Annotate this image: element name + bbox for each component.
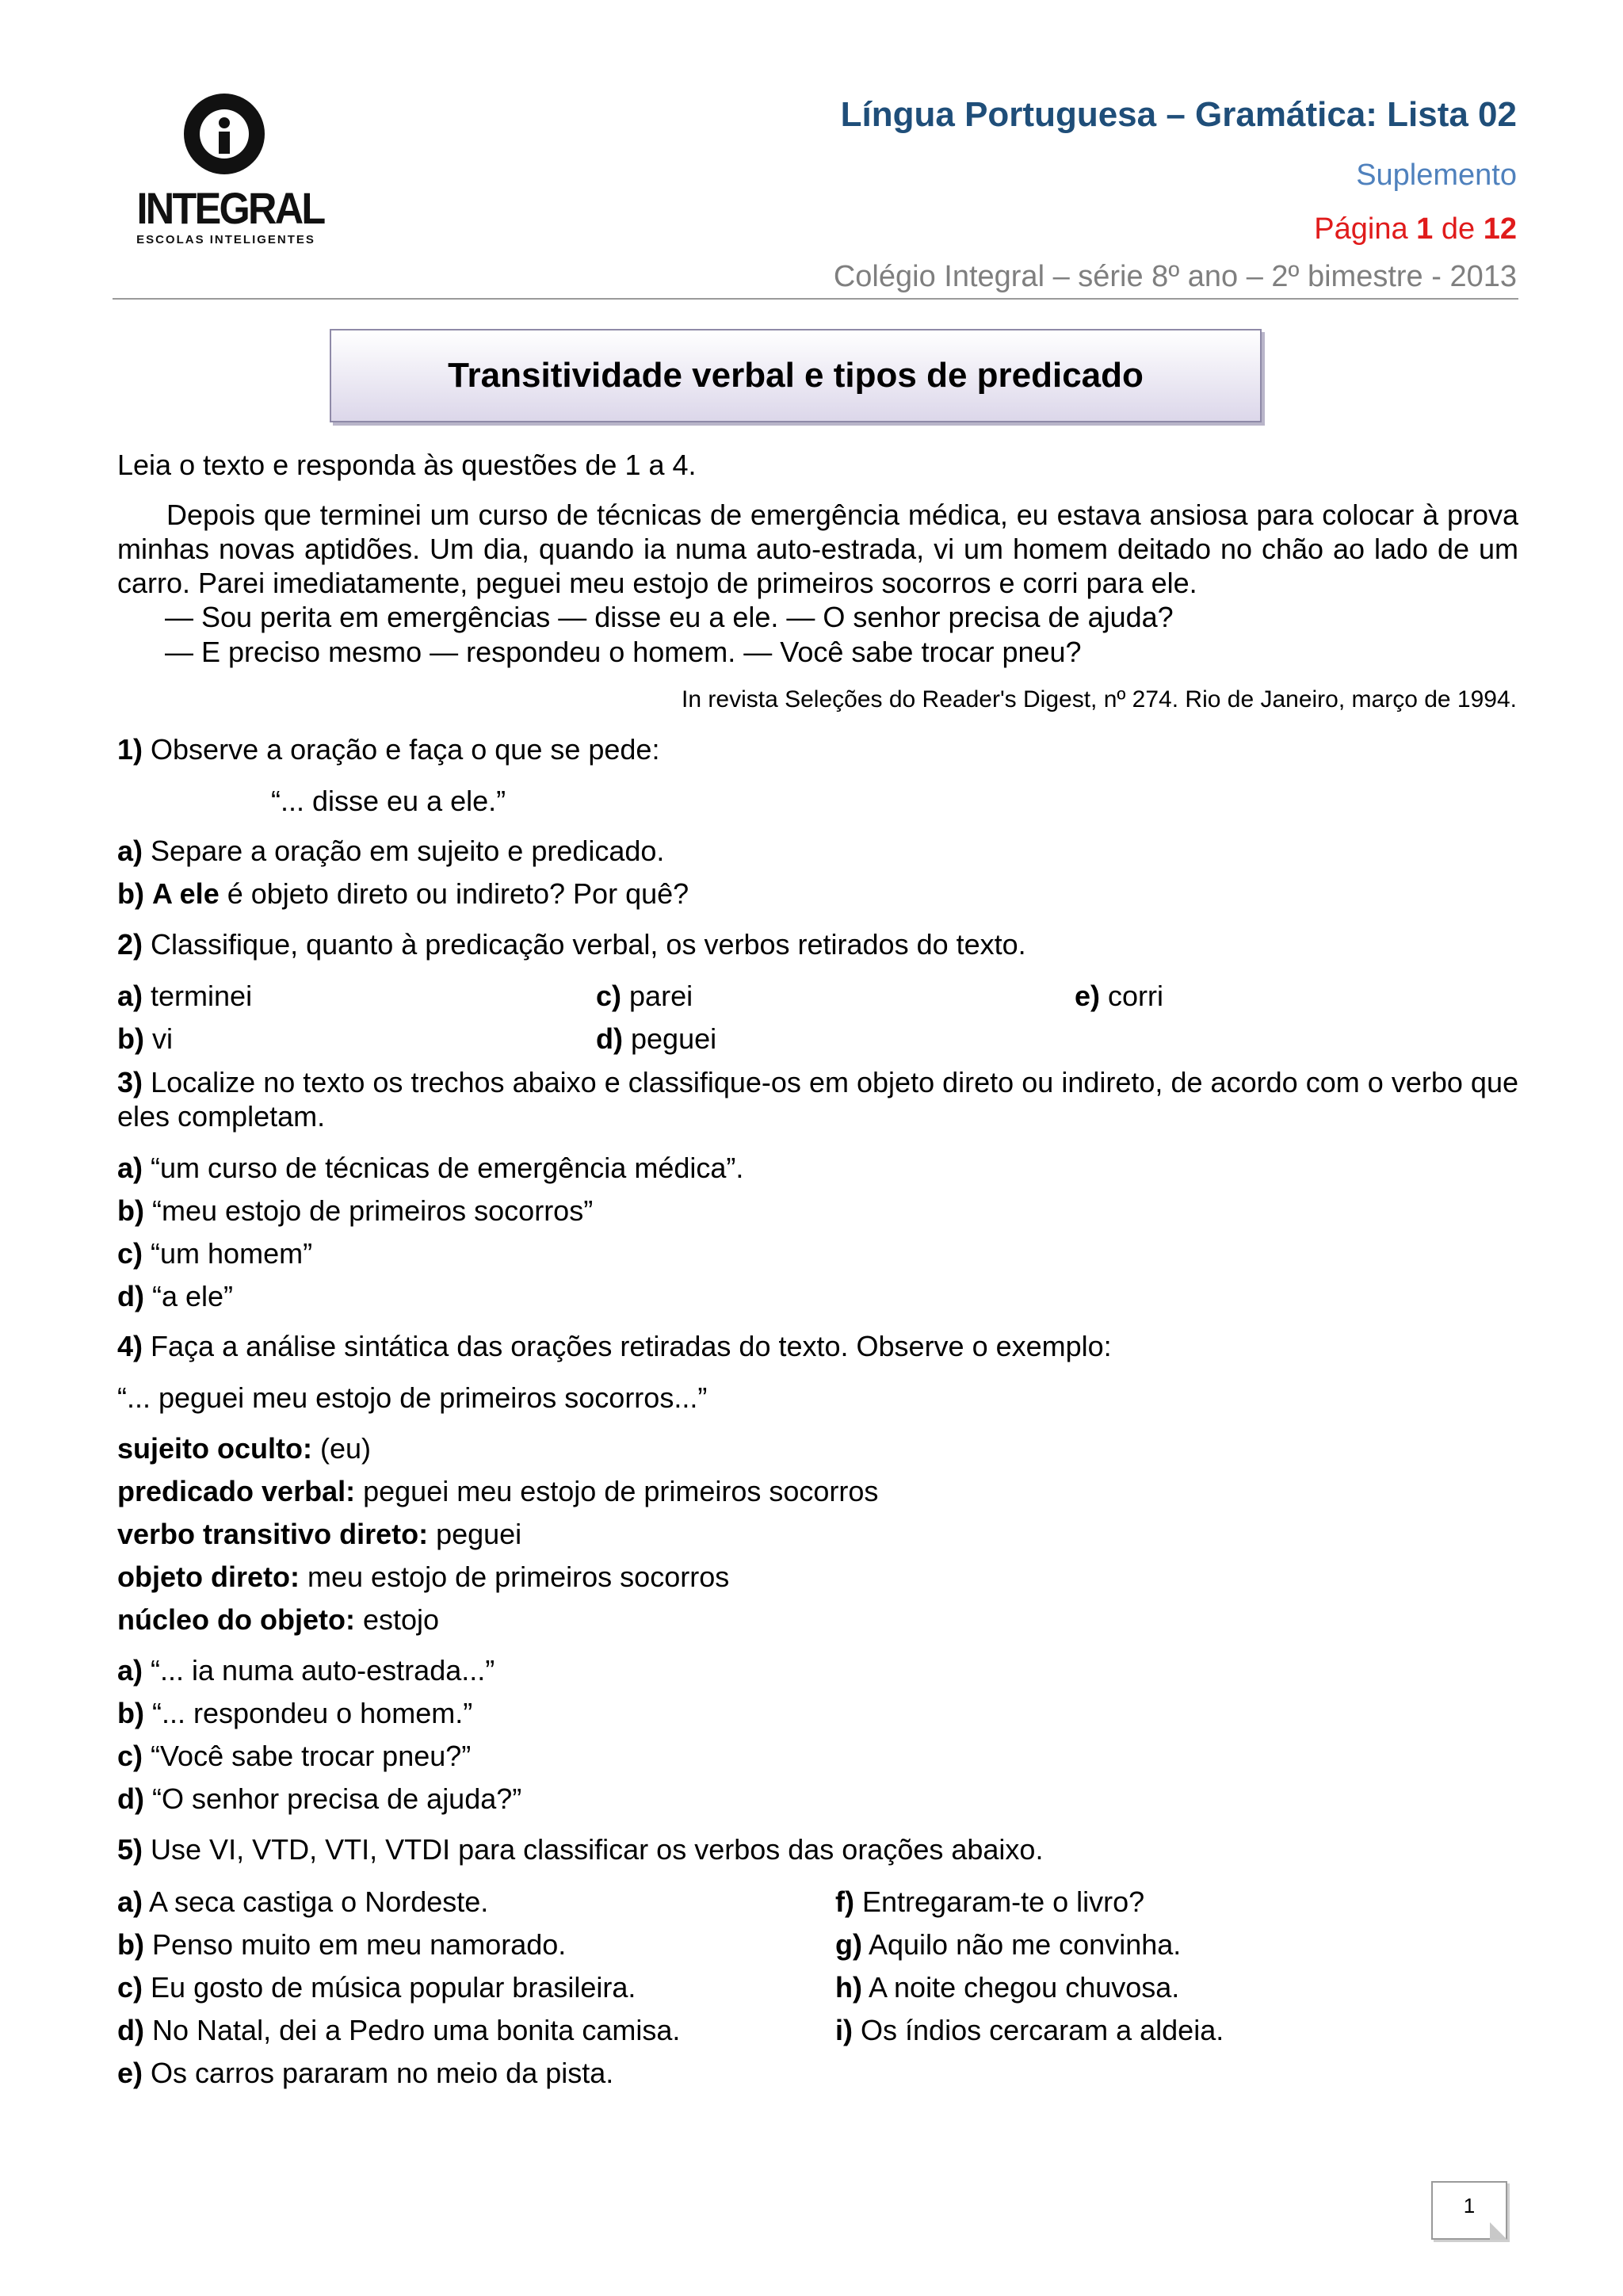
q5-item-b bbox=[117, 1927, 566, 1962]
q1-item-a bbox=[117, 834, 664, 869]
q3-item-d bbox=[117, 1279, 233, 1314]
question-4 bbox=[117, 1329, 1112, 1364]
q2-item-b bbox=[117, 1022, 173, 1056]
item-label: c) bbox=[117, 1740, 143, 1772]
q4-item-b bbox=[117, 1696, 472, 1731]
info-icon bbox=[184, 94, 265, 174]
q5-item-c bbox=[117, 1970, 636, 2005]
page-indicator bbox=[1314, 212, 1517, 246]
question-number: 5) bbox=[117, 1833, 143, 1866]
analysis-value: estojo bbox=[363, 1603, 440, 1636]
item-label: b) bbox=[117, 1022, 144, 1055]
item-text: “meu estojo de primeiros socorros” bbox=[152, 1194, 594, 1227]
q3-item-a bbox=[117, 1151, 743, 1186]
item-text: “... respondeu o homem.” bbox=[152, 1697, 473, 1729]
dialogue-line-2: — E preciso mesmo — respondeu o homem. — Você sabe trocar pneu? bbox=[165, 636, 1082, 668]
item-text: A seca castiga o Nordeste. bbox=[149, 1885, 489, 1918]
document-title-box bbox=[330, 329, 1262, 422]
analysis-term: objeto direto: bbox=[117, 1561, 300, 1593]
analysis-row bbox=[117, 1431, 371, 1466]
q1-item-b bbox=[117, 877, 689, 911]
item-text: Entregaram-te o livro? bbox=[862, 1885, 1145, 1918]
text-paragraph: Depois que terminei um curso de técnicas de emergência médica, eu estava ansiosa para colocar à prova minhas novas aptidões. Um dia, quando ia numa auto-estrada, vi um homem deitado no chão ao lado de um carro. Parei imediatamente, peguei meu estojo de primeiros socorros e corri para ele. bbox=[117, 499, 1518, 599]
page-total: 12 bbox=[1483, 212, 1517, 246]
q2-item-c bbox=[596, 979, 693, 1014]
page-number-box bbox=[1431, 2181, 1507, 2240]
q2-item-d bbox=[596, 1022, 716, 1056]
question-text: Localize no texto os trechos abaixo e classifique-os em objeto direto ou indireto, de acordo com o verbo que eles completam. bbox=[117, 1066, 1518, 1133]
item-text: terminei bbox=[151, 980, 253, 1012]
analysis-row bbox=[117, 1603, 439, 1637]
question-2 bbox=[117, 927, 1026, 962]
q5-item-f bbox=[835, 1885, 1144, 1920]
question-text: Classifique, quanto à predicação verbal, os verbos retirados do texto. bbox=[151, 928, 1026, 961]
item-label: a) bbox=[117, 835, 143, 867]
question-text: Use VI, VTD, VTI, VTDI para classificar os verbos das orações abaixo. bbox=[151, 1833, 1044, 1866]
item-label: b) bbox=[117, 1928, 144, 1961]
q5-item-e bbox=[117, 2056, 613, 2091]
document-title: Transitividade verbal e tipos de predicado bbox=[448, 356, 1144, 395]
item-label: i) bbox=[835, 2014, 853, 2046]
item-text: “Você sabe trocar pneu?” bbox=[151, 1740, 472, 1772]
q4-item-d bbox=[117, 1782, 521, 1817]
item-label: c) bbox=[596, 980, 622, 1012]
item-label: e) bbox=[1075, 980, 1101, 1012]
page-of: de bbox=[1441, 212, 1476, 246]
analysis-value: peguei bbox=[436, 1518, 522, 1550]
item-label: d) bbox=[117, 1280, 144, 1312]
dialogue-line-1: — Sou perita em emergências — disse eu a ele. — O senhor precisa de ajuda? bbox=[165, 601, 1174, 633]
item-text: Eu gosto de música popular brasileira. bbox=[151, 1971, 636, 2004]
q2-item-a bbox=[117, 979, 252, 1014]
item-text: Os carros pararam no meio da pista. bbox=[151, 2057, 614, 2089]
analysis-row bbox=[117, 1517, 521, 1552]
header-divider bbox=[113, 298, 1518, 300]
question-3 bbox=[117, 1065, 1518, 1133]
item-label: c) bbox=[117, 1237, 143, 1270]
item-text: Penso muito em meu namorado. bbox=[152, 1928, 567, 1961]
question-text: Observe a oração e faça o que se pede: bbox=[151, 733, 660, 766]
item-text: é objeto direto ou indireto? Por quê? bbox=[227, 877, 689, 910]
item-label: a) bbox=[117, 1885, 143, 1918]
item-bold-term: A ele bbox=[152, 877, 220, 910]
item-label: d) bbox=[596, 1022, 623, 1055]
analysis-value: (eu) bbox=[320, 1432, 372, 1465]
question-1 bbox=[117, 732, 659, 767]
q5-item-h bbox=[835, 1970, 1179, 2005]
q5-item-i bbox=[835, 2013, 1224, 2048]
q5-item-g bbox=[835, 1927, 1181, 1962]
q4-item-a bbox=[117, 1653, 495, 1688]
analysis-term: predicado verbal: bbox=[117, 1475, 356, 1507]
page-word: Página bbox=[1314, 212, 1408, 246]
item-label: a) bbox=[117, 980, 143, 1012]
item-text: “a ele” bbox=[152, 1280, 234, 1312]
question-5 bbox=[117, 1832, 1043, 1867]
item-text: “O senhor precisa de ajuda?” bbox=[152, 1782, 522, 1815]
q5-item-a bbox=[117, 1885, 488, 1920]
item-label: h) bbox=[835, 1971, 862, 2004]
text-source: In revista Seleções do Reader's Digest, nº 274. Rio de Janeiro, março de 1994. bbox=[682, 686, 1517, 712]
item-label: g) bbox=[835, 1928, 862, 1961]
item-text: Os índios cercaram a aldeia. bbox=[861, 2014, 1224, 2046]
analysis-term: núcleo do objeto: bbox=[117, 1603, 355, 1636]
item-text: “um curso de técnicas de emergência médica”. bbox=[151, 1152, 744, 1184]
item-text: “um homem” bbox=[151, 1237, 313, 1270]
item-label: b) bbox=[117, 877, 144, 910]
q3-item-c bbox=[117, 1236, 312, 1271]
item-text: No Natal, dei a Pedro uma bonita camisa. bbox=[152, 2014, 681, 2046]
q3-item-b bbox=[117, 1194, 593, 1228]
q4-item-c bbox=[117, 1739, 471, 1774]
item-text: Aquilo não me convinha. bbox=[869, 1928, 1182, 1961]
item-label: e) bbox=[117, 2057, 143, 2089]
integral-logo bbox=[127, 94, 325, 252]
item-text: Separe a oração em sujeito e predicado. bbox=[151, 835, 665, 867]
item-label: b) bbox=[117, 1697, 144, 1729]
item-text: parei bbox=[629, 980, 693, 1012]
item-label: b) bbox=[117, 1194, 144, 1227]
header-subtitle: Suplemento bbox=[1356, 159, 1517, 192]
page-number: 1 bbox=[1463, 2194, 1476, 2218]
item-text: A noite chegou chuvosa. bbox=[869, 1971, 1180, 2004]
q5-item-d bbox=[117, 2013, 680, 2048]
analysis-value: meu estojo de primeiros socorros bbox=[307, 1561, 730, 1593]
question-text: Faça a análise sintática das orações retiradas do texto. Observe o exemplo: bbox=[151, 1330, 1112, 1362]
header-title: Língua Portuguesa – Gramática: Lista 02 bbox=[840, 95, 1517, 134]
item-label: d) bbox=[117, 1782, 144, 1815]
item-text: vi bbox=[152, 1022, 173, 1055]
question-number: 4) bbox=[117, 1330, 143, 1362]
q2-item-e bbox=[1075, 979, 1163, 1014]
item-label: a) bbox=[117, 1654, 143, 1687]
item-text: peguei bbox=[631, 1022, 717, 1055]
analysis-term: verbo transitivo direto: bbox=[117, 1518, 429, 1550]
item-text: “... ia numa auto-estrada...” bbox=[151, 1654, 495, 1687]
item-label: d) bbox=[117, 2014, 144, 2046]
page-fold-icon bbox=[1490, 2222, 1507, 2240]
question-number: 3) bbox=[117, 1066, 143, 1098]
logo-tagline: ESCOLAS INTELIGENTES bbox=[136, 233, 315, 246]
item-text: corri bbox=[1108, 980, 1164, 1012]
item-label: c) bbox=[117, 1971, 143, 2004]
school-line: Colégio Integral – série 8º ano – 2º bimestre - 2013 bbox=[833, 260, 1517, 293]
q4-example: “... peguei meu estojo de primeiros socorros...” bbox=[117, 1381, 708, 1414]
logo-wordmark: INTEGRAL bbox=[136, 183, 324, 233]
analysis-term: sujeito oculto: bbox=[117, 1432, 312, 1465]
question-number: 2) bbox=[117, 928, 143, 961]
item-label: a) bbox=[117, 1152, 143, 1184]
analysis-row bbox=[117, 1560, 729, 1595]
question-number: 1) bbox=[117, 733, 143, 766]
analysis-value: peguei meu estojo de primeiros socorros bbox=[363, 1475, 879, 1507]
item-label: f) bbox=[835, 1885, 854, 1918]
analysis-row bbox=[117, 1474, 878, 1509]
page-current: 1 bbox=[1416, 212, 1434, 246]
q1-quote: “... disse eu a ele.” bbox=[271, 785, 506, 817]
intro-instruction: Leia o texto e responda às questões de 1 a 4. bbox=[117, 449, 697, 481]
